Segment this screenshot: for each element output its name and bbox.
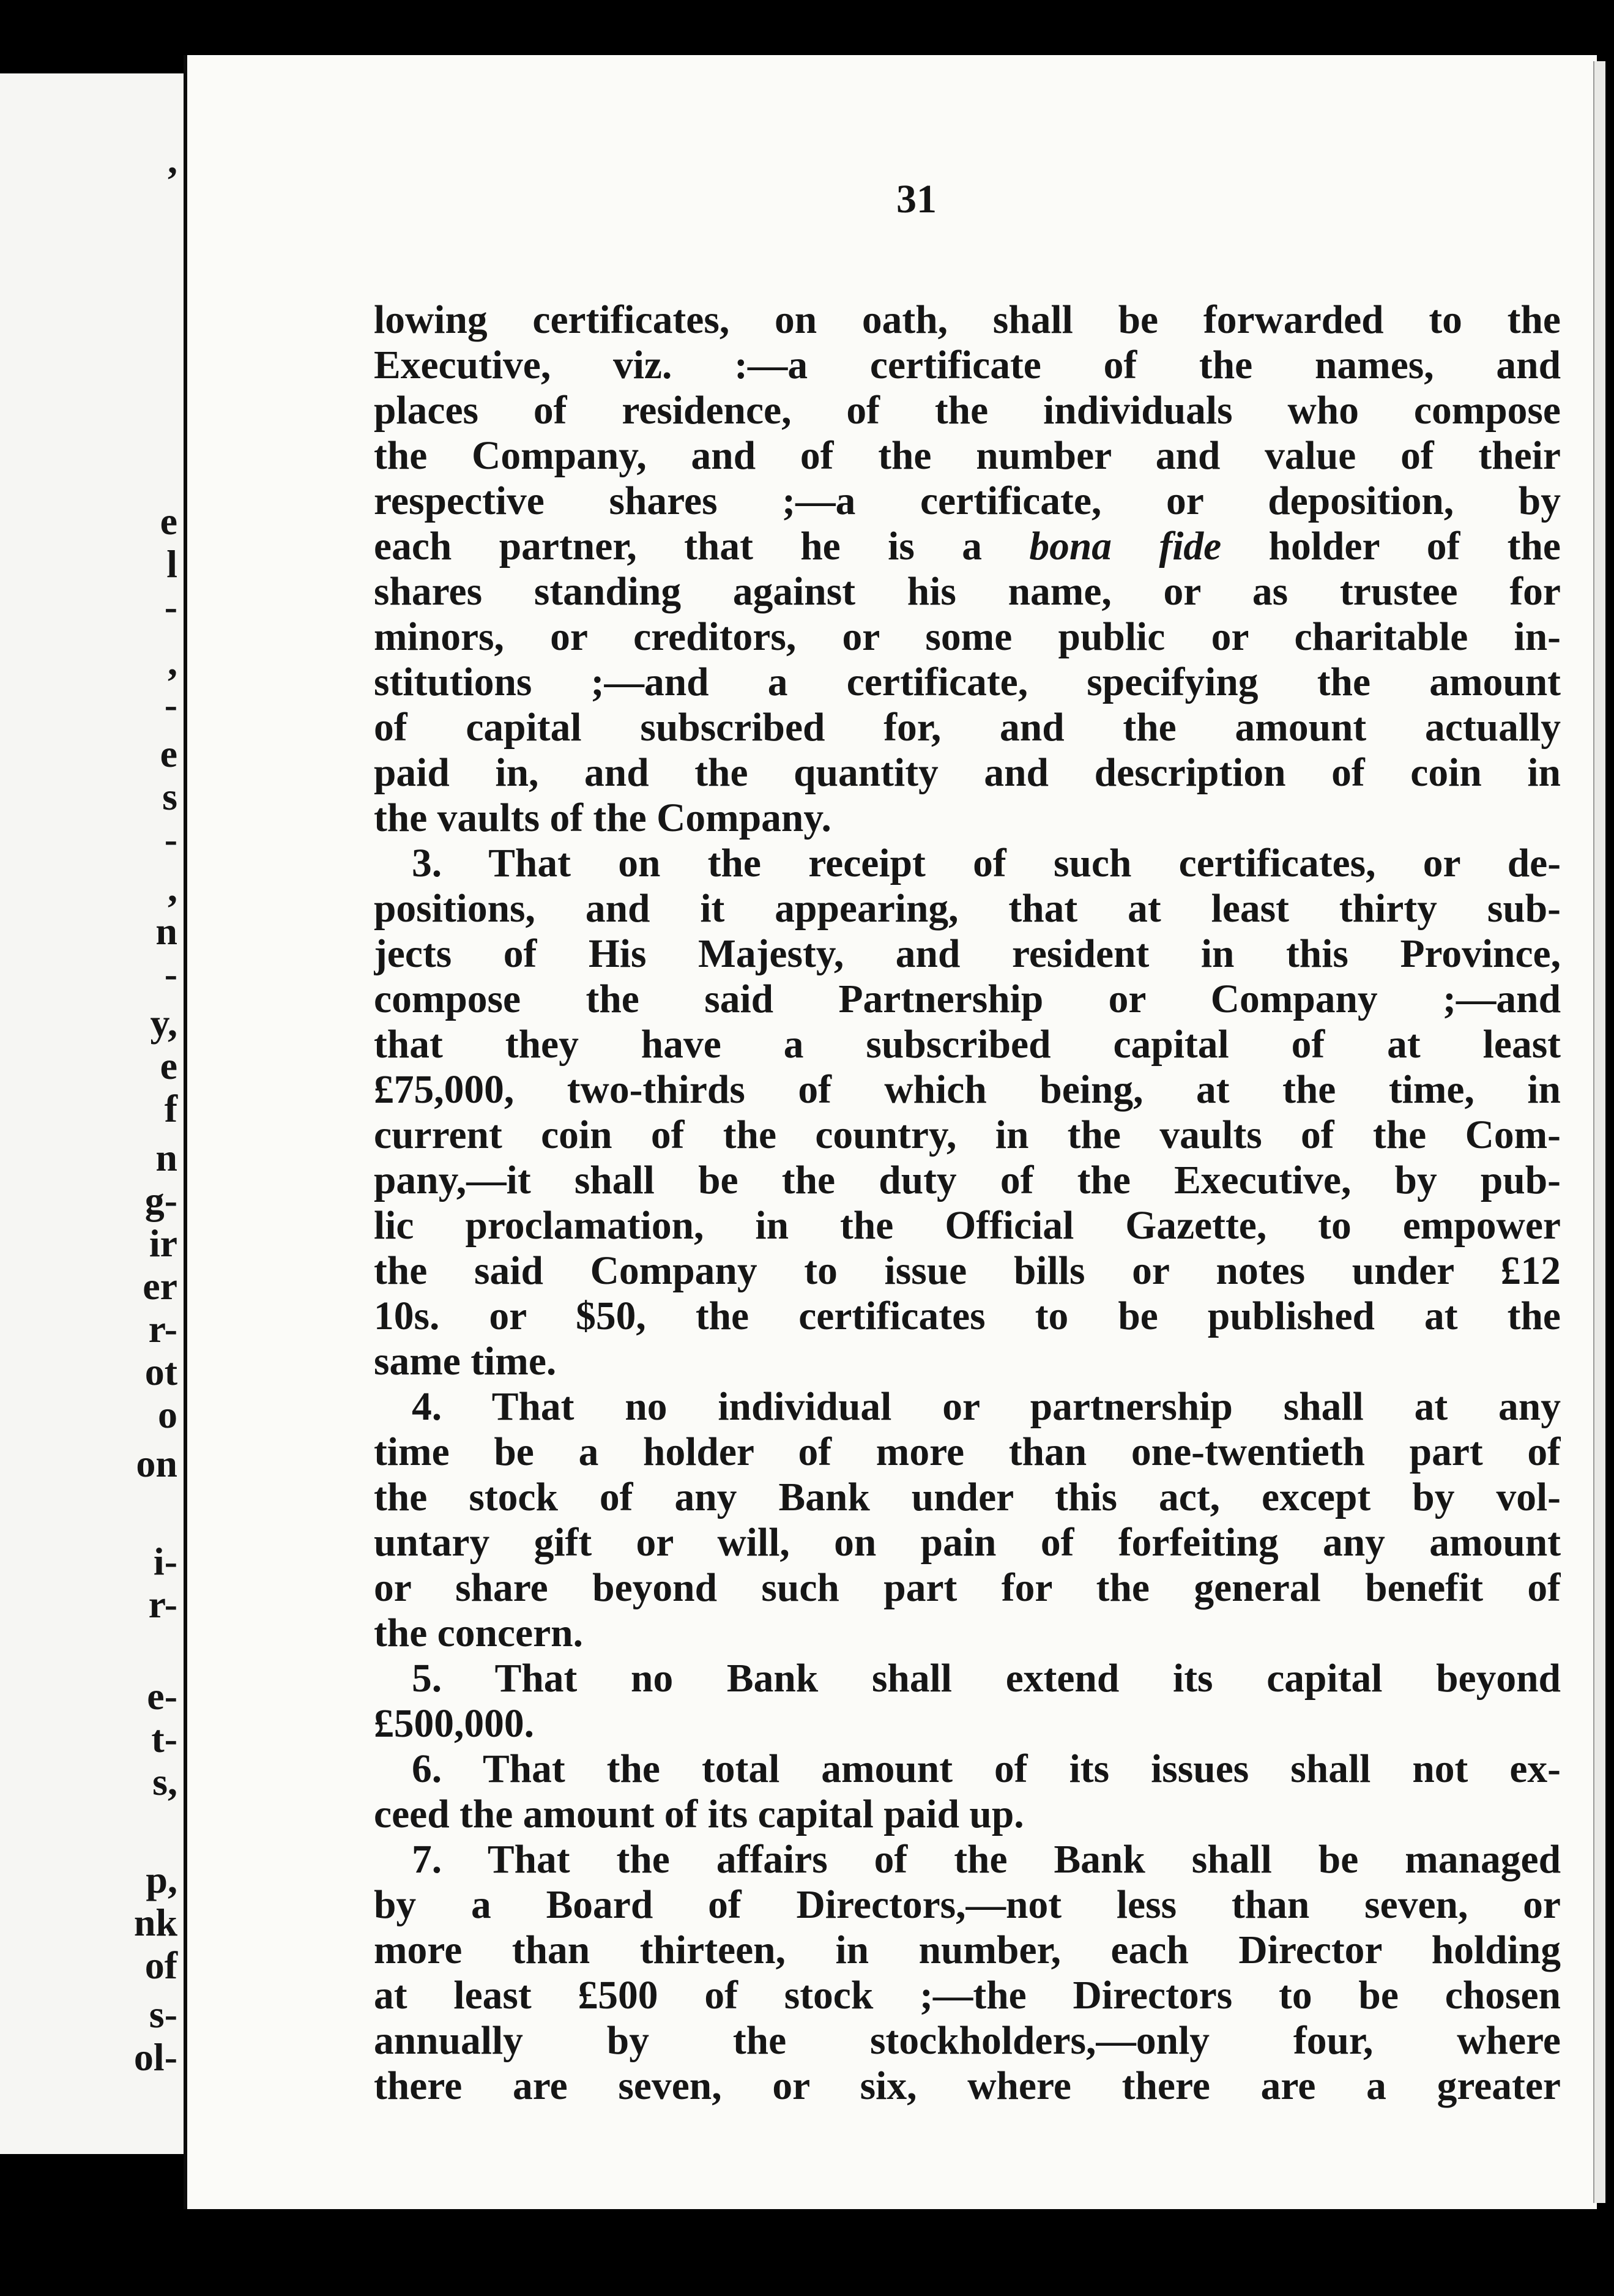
text-line: compose the said Partnership or Company ;—and bbox=[374, 977, 1561, 1021]
line-fragment: s bbox=[162, 775, 177, 818]
line-fragment: - bbox=[164, 952, 177, 996]
text-line: more than thirteen, in number, each Director holding bbox=[374, 1928, 1561, 1972]
text-line: that they have a subscribed capital of at least bbox=[374, 1023, 1561, 1067]
line-fragment: s- bbox=[149, 1992, 177, 2036]
text-line: places of residence, of the individuals who compose bbox=[374, 389, 1561, 433]
text-run: holder of the bbox=[1221, 524, 1561, 568]
text-line: minors, or creditors, or some public or charitable in- bbox=[374, 615, 1561, 659]
line-fragment: p, bbox=[146, 1858, 177, 1901]
line-fragment: on bbox=[136, 1442, 177, 1485]
page bbox=[184, 55, 1597, 2209]
line-fragment: ol- bbox=[133, 2035, 177, 2079]
line-fragment: , bbox=[168, 640, 177, 684]
text-line: the concern. bbox=[374, 1611, 583, 1655]
line-fragment: r- bbox=[148, 1582, 177, 1626]
line-fragment: - bbox=[164, 818, 177, 861]
text-line: untary gift or will, on pain of forfeiting any amount bbox=[374, 1521, 1561, 1565]
line-fragment: i- bbox=[153, 1540, 177, 1583]
text-line: stitutions ;—and a certificate, specifying the amount bbox=[374, 660, 1561, 704]
italic-phrase: bona fide bbox=[1029, 524, 1222, 568]
text-line: lic proclamation, in the Official Gazette, to empower bbox=[374, 1204, 1561, 1248]
line-fragment: e- bbox=[147, 1674, 177, 1718]
text-line: £75,000, two-thirds of which being, at the time, in bbox=[374, 1068, 1561, 1112]
text-line bbox=[374, 524, 1561, 569]
text-line: by a Board of Directors,—not less than seven, or bbox=[374, 1883, 1561, 1927]
text-line: 6. That the total amount of its issues shall not ex- bbox=[412, 1747, 1561, 1791]
text-line: Executive, viz. :—a certificate of the names, and bbox=[374, 343, 1561, 387]
line-fragment: t- bbox=[151, 1717, 177, 1761]
line-fragment: e bbox=[160, 732, 177, 775]
text-line: annually by the stockholders,—only four, where bbox=[374, 2019, 1561, 2063]
line-fragment: er bbox=[143, 1264, 177, 1308]
text-line: at least £500 of stock ;—the Directors to be chosen bbox=[374, 1974, 1561, 2018]
text-line: 10s. or $50, the certificates to be published at the bbox=[374, 1294, 1561, 1338]
text-line: the vaults of the Company. bbox=[374, 796, 831, 840]
line-fragment: - bbox=[164, 585, 177, 628]
line-fragment: f bbox=[164, 1087, 177, 1130]
text-line: jects of His Majesty, and resident in this Province, bbox=[374, 932, 1561, 976]
page-number: 31 bbox=[896, 177, 937, 222]
line-fragment: , bbox=[168, 138, 177, 182]
line-fragment: e bbox=[160, 499, 177, 543]
line-fragment: ot bbox=[144, 1350, 177, 1393]
text-line: same time. bbox=[374, 1340, 557, 1384]
line-fragment: nk bbox=[133, 1901, 177, 1944]
text-line: the stock of any Bank under this act, except by vol- bbox=[374, 1475, 1561, 1519]
text-line: the said Company to issue bills or notes under £12 bbox=[374, 1249, 1561, 1293]
text-line: paid in, and the quantity and description of coin in bbox=[374, 751, 1561, 795]
text-run: each partner, that he is a bbox=[374, 524, 1030, 568]
line-fragment: r- bbox=[148, 1307, 177, 1351]
line-fragment: - bbox=[164, 683, 177, 726]
line-fragment: ir bbox=[149, 1221, 177, 1265]
page-edge bbox=[1593, 61, 1605, 2203]
line-fragment: n bbox=[155, 1136, 177, 1179]
text-line: the Company, and of the number and value of their bbox=[374, 434, 1561, 478]
text-line: current coin of the country, in the vaults of the Com- bbox=[374, 1113, 1561, 1157]
line-fragment: o bbox=[158, 1393, 177, 1436]
text-line: 3. That on the receipt of such certificates, or de- bbox=[412, 841, 1561, 885]
text-line: 5. That no Bank shall extend its capital beyond bbox=[412, 1657, 1561, 1701]
line-fragment: y, bbox=[150, 1001, 177, 1045]
text-line: shares standing against his name, or as trustee for bbox=[374, 570, 1561, 614]
text-line: pany,—it shall be the duty of the Executive, by pub- bbox=[374, 1158, 1561, 1202]
text-line: 7. That the affairs of the Bank shall be managed bbox=[412, 1838, 1561, 1882]
text-line: of capital subscribed for, and the amount actually bbox=[374, 706, 1561, 750]
text-line: lowing certificates, on oath, shall be forwarded to the bbox=[374, 298, 1561, 342]
text-line: 4. That no individual or partnership shall at any bbox=[412, 1385, 1561, 1429]
text-line: time be a holder of more than one-twentieth part of bbox=[374, 1430, 1561, 1474]
line-fragment: s, bbox=[152, 1760, 177, 1803]
text-line: £500,000. bbox=[374, 1702, 534, 1746]
text-line: there are seven, or six, where there are a greater bbox=[374, 2064, 1561, 2108]
line-fragment: e bbox=[160, 1044, 177, 1087]
text-line: or share beyond such part for the general benefit of bbox=[374, 1566, 1561, 1610]
text-line: ceed the amount of its capital paid up. bbox=[374, 1792, 1024, 1836]
line-fragment: l bbox=[166, 542, 177, 586]
line-fragment: g- bbox=[144, 1179, 177, 1222]
line-fragment: n bbox=[155, 909, 177, 953]
text-line: respective shares ;—a certificate, or deposition, by bbox=[374, 479, 1561, 523]
previous-page-fragment bbox=[0, 73, 196, 2154]
body-text bbox=[374, 297, 1561, 2109]
text-line: positions, and it appearing, that at least thirty sub- bbox=[374, 887, 1561, 931]
line-fragment: of bbox=[144, 1944, 177, 1987]
line-fragment: , bbox=[168, 867, 177, 910]
